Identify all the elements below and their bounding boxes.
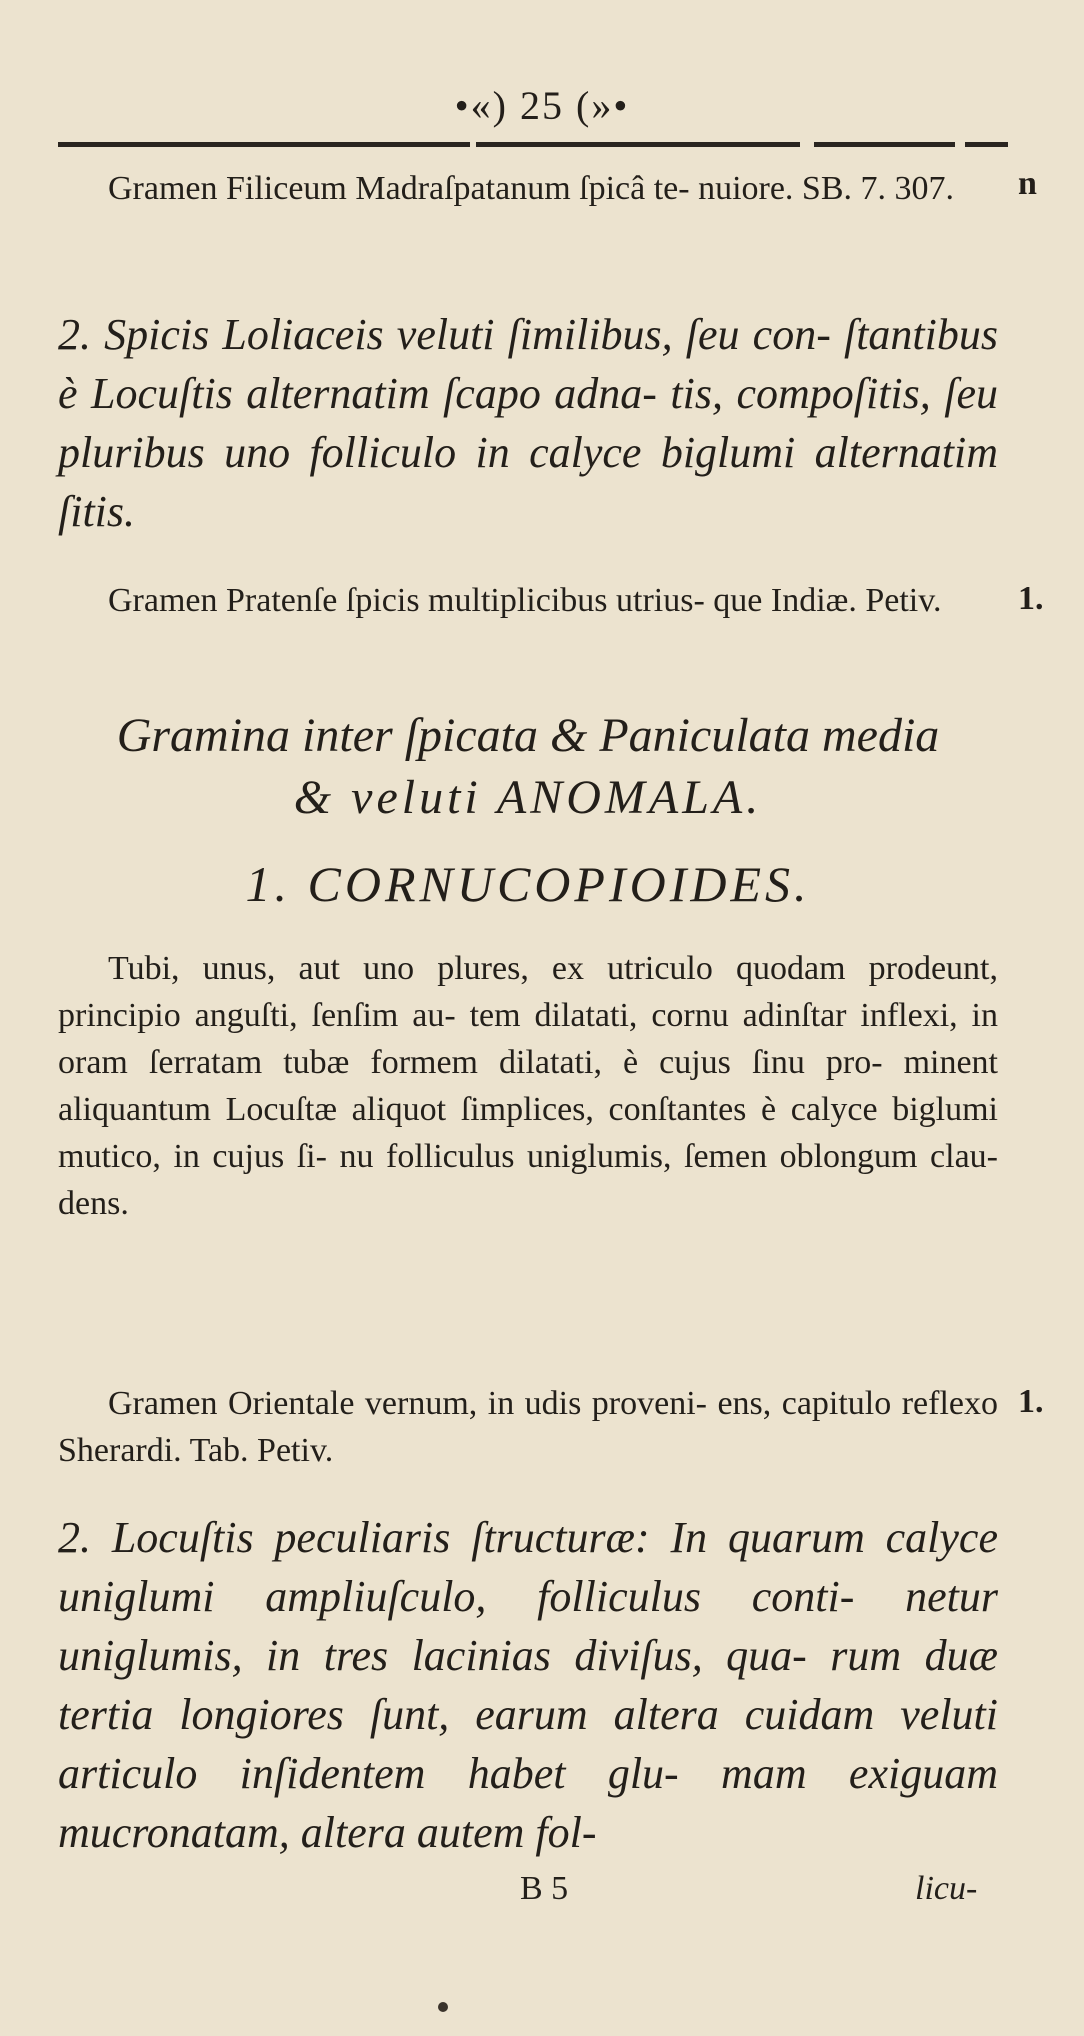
margin-number: n (1018, 165, 1037, 202)
section-heading-anomala (58, 705, 998, 829)
rule-gap (470, 140, 476, 149)
section-heading-cornucopioides: 1. CORNUCOPIOIDES. (245, 856, 811, 912)
paragraph-gramen-filiceum: Gramen Filiceum Madraſpatanum ſpicâ te- nuiore. SB. 7. 307. (108, 170, 955, 207)
margin-number: 1. (1018, 580, 1044, 617)
header-rule (58, 142, 1008, 147)
catchword: licu- (915, 1870, 978, 1907)
paragraph-locustis: 2. Locuſtis peculiaris ſtructuræ: In quarum calyce uniglumi ampliuſculo, folliculus conti- netur uniglumis, in tres lacinias diviſus, qua- rum duæ tertia longiores ſunt, earum altera cuidam veluti articulo inſidentem habet glu- mam exiguam mucronatam, altera autem fol- (58, 1513, 998, 1857)
heading-line: & veluti ANOMALA. (293, 771, 763, 824)
heading-line: Gramina inter ſpicata & Paniculata media (116, 709, 940, 762)
rule-gap (955, 140, 965, 149)
rule-gap (800, 140, 814, 149)
signature-mark: B 5 (520, 1870, 569, 1907)
ink-spot (438, 2002, 448, 2012)
paragraph-tubi: Tubi, unus, aut uno plures, ex utriculo quodam prodeunt, principio anguſti, ſenſim au- tem dilatati, cornu adinſtar inflexi, in oram ſerratam tubæ formem dilatati, è cujus ſinu pro- minent aliquantum Locuſtæ aliquot ſimplices, conſtantes è calyce biglumi mutico, in cujus ſi- nu folliculus uniglumis, ſemen oblongum clau- dens. (58, 950, 998, 1222)
margin-number: 1. (1018, 1383, 1044, 1420)
paragraph-gramen-orientale: Gramen Orientale vernum, in udis proveni- ens, capitulo reflexo Sherardi. Tab. Petiv. (58, 1385, 998, 1469)
paragraph-spicis-loliaceis: 2. Spicis Loliaceis veluti ſimilibus, ſeu con- ſtantibus è Locuſtis alternatim ſcapo adna- tis, compoſitis, ſeu pluribus uno folliculo in calyce biglumi alternatim ſitis. (58, 310, 998, 536)
page-header: •«) 25 (»• (454, 83, 630, 128)
paragraph-gramen-pratense: Gramen Pratenſe ſpicis multiplicibus utrius- que Indiæ. Petiv. (108, 582, 942, 619)
